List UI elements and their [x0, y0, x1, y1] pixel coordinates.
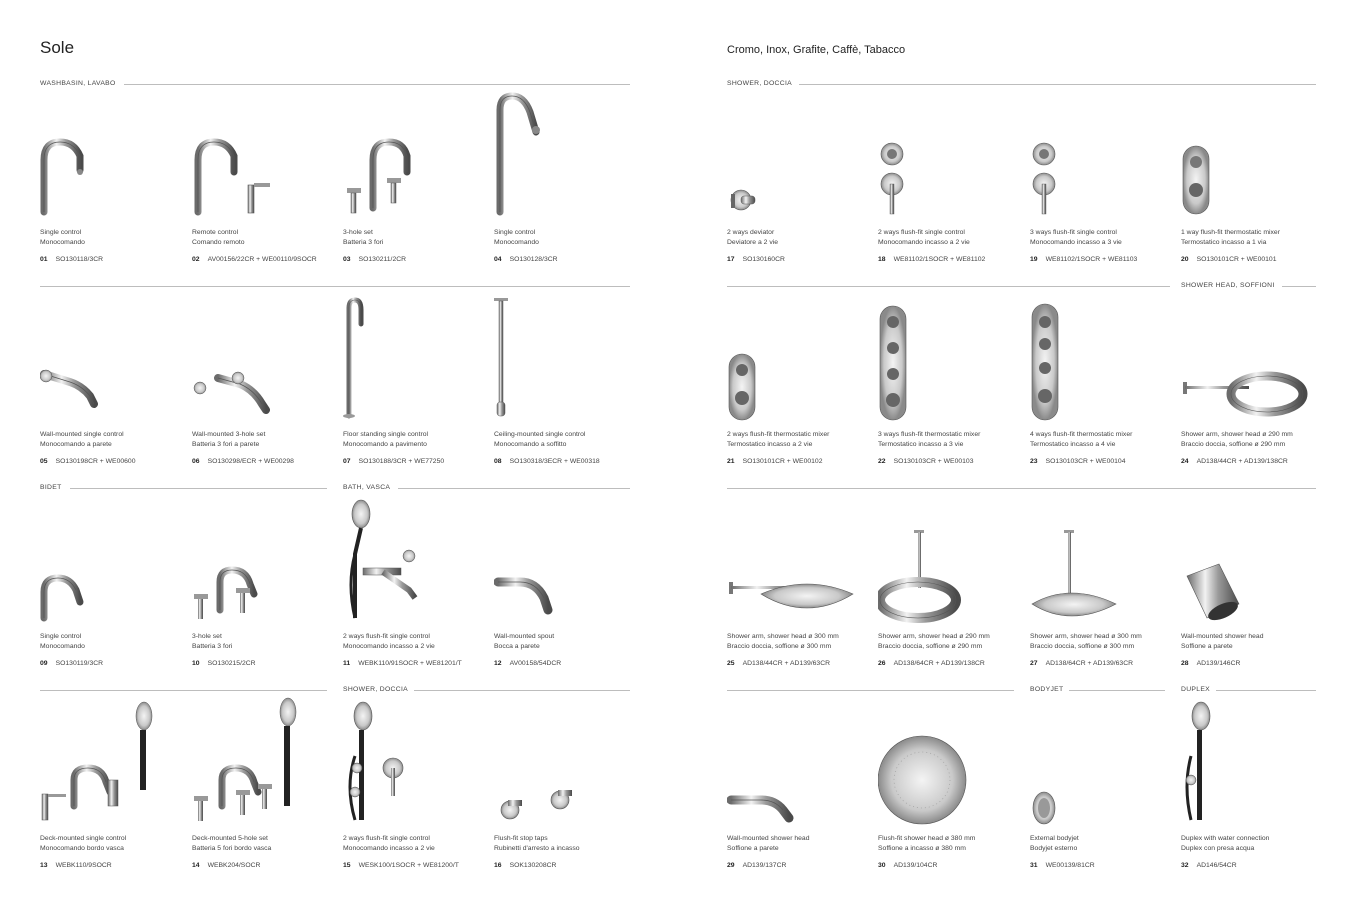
product-name-it: Monocomando — [494, 239, 539, 246]
wall-head-small-icon — [727, 696, 875, 831]
product-code-text: WEBK204/SOCR — [207, 862, 261, 869]
product-code-text: WEBK110/91SOCR + WE81201/T — [358, 660, 462, 667]
product-code — [343, 659, 462, 668]
product-name-en: 3-hole set — [192, 633, 222, 640]
product-code-text: AV00158/54DCR — [509, 660, 562, 667]
product-item — [343, 696, 491, 871]
product-name-it: Monocomando a parete — [40, 441, 112, 448]
product-name-en: Floor standing single control — [343, 431, 429, 438]
product-name-en: Single control — [40, 633, 82, 640]
product-code-text: WE81102/1SOCR + WE81102 — [893, 256, 986, 263]
product-code — [343, 457, 444, 466]
product-number: 32 — [1181, 862, 1189, 869]
product-item — [1030, 90, 1178, 265]
product-code-text: SO130211/2CR — [358, 256, 407, 263]
product-code-text: AD146/54CR — [1196, 862, 1237, 869]
product-number: 05 — [40, 458, 48, 465]
product-number: 31 — [1030, 862, 1038, 869]
product-name-en: Single control — [494, 229, 536, 236]
product-name-it: Monocomando a soffitto — [494, 441, 567, 448]
product-number: 13 — [40, 862, 48, 869]
three-hole-tap-icon — [343, 90, 491, 225]
product-code-text: SO130103CR + WE00103 — [893, 458, 974, 465]
product-code-text: SO130198CR + WE00600 — [55, 458, 136, 465]
product-code — [494, 861, 556, 870]
product-name-it: Termostatico incasso a 4 vie — [1030, 441, 1116, 448]
divider — [40, 690, 327, 691]
product-code-text: SOK130208CR — [509, 862, 557, 869]
section-washbasin: WASHBASIN, LAVABO — [40, 80, 116, 87]
product-number: 15 — [343, 862, 351, 869]
product-item — [1030, 494, 1178, 669]
product-name-en: 3 ways flush-fit thermostatic mixer — [878, 431, 981, 438]
product-name-it: Monocomando — [40, 643, 85, 650]
product-item — [343, 90, 491, 265]
product-item — [494, 494, 642, 669]
product-number: 01 — [40, 256, 48, 263]
product-name-en: Single control — [40, 229, 82, 236]
product-name-it: Rubinetti d'arresto a incasso — [494, 845, 580, 852]
product-number: 21 — [727, 458, 735, 465]
product-item — [494, 696, 642, 871]
product-number: 18 — [878, 256, 886, 263]
product-name-en: Flush-fit shower head ø 380 mm — [878, 835, 976, 842]
product-item — [192, 292, 340, 467]
product-name-it: Termostatico incasso a 2 vie — [727, 441, 813, 448]
product-name-en: Wall-mounted shower head — [727, 835, 810, 842]
product-name-en: Wall-mounted 3-hole set — [192, 431, 266, 438]
product-number: 30 — [878, 862, 886, 869]
product-name-it: Braccio doccia, soffione ø 300 mm — [1030, 643, 1135, 650]
product-name-en: External bodyjet — [1030, 835, 1079, 842]
product-code — [192, 861, 260, 870]
product-name-en: 2 ways flush-fit thermostatic mixer — [727, 431, 830, 438]
section-shower: SHOWER, DOCCIA — [727, 80, 792, 87]
product-code-text: AV00156/22CR + WE00110/9SOCR — [207, 256, 317, 263]
product-number: 10 — [192, 660, 200, 667]
product-number: 25 — [727, 660, 735, 667]
product-number: 19 — [1030, 256, 1038, 263]
product-item — [343, 494, 491, 669]
product-item — [878, 292, 1026, 467]
product-name-en: Deck-mounted single control — [40, 835, 127, 842]
product-code — [40, 861, 112, 870]
product-code — [192, 659, 256, 668]
product-code — [40, 457, 135, 466]
stop-taps-icon — [494, 696, 642, 831]
remote-tap-icon — [192, 90, 340, 225]
product-item — [878, 90, 1026, 265]
flush-shower-head-icon — [878, 696, 1026, 831]
divider — [70, 488, 327, 489]
product-item — [1181, 90, 1329, 265]
product-name-it: Batteria 3 fori — [192, 643, 233, 650]
product-item — [878, 494, 1026, 669]
product-code — [40, 659, 103, 668]
product-name-it: Monocomando — [40, 239, 85, 246]
product-item — [1030, 696, 1178, 871]
product-code-text: SO130188/3CR + WE77250 — [358, 458, 445, 465]
section-bath: BATH, VASCA — [343, 484, 391, 491]
product-name-en: 3-hole set — [343, 229, 373, 236]
product-item — [1181, 494, 1329, 669]
product-item — [40, 90, 188, 265]
product-code-text: SO130103CR + WE00104 — [1045, 458, 1126, 465]
product-code-text: AD138/44CR + AD139/63CR — [742, 660, 831, 667]
product-code-text: SO130119/3CR — [55, 660, 104, 667]
product-item — [494, 90, 642, 265]
product-item — [40, 494, 188, 669]
flush-mixer-3-icon — [1030, 90, 1178, 225]
ring-shower-arm-icon — [1181, 292, 1329, 427]
product-name-it: Braccio doccia, soffione ø 290 mm — [1181, 441, 1286, 448]
product-item — [192, 90, 340, 265]
section-duplex: DUPLEX — [1181, 686, 1210, 693]
product-code-text: SO130215/2CR — [207, 660, 256, 667]
bidet-tap-icon — [40, 494, 188, 629]
product-code-text: AD138/64CR + AD139/138CR — [893, 660, 985, 667]
product-item — [878, 696, 1026, 871]
product-code — [878, 659, 985, 668]
product-item — [40, 696, 188, 871]
product-code-text: SO130118/3CR — [55, 256, 104, 263]
product-name-it: Termostatico incasso a 1 via — [1181, 239, 1267, 246]
divider — [799, 84, 1316, 85]
product-name-en: Wall-mounted shower head — [1181, 633, 1264, 640]
product-code-text: SO130318/3ECR + WE00318 — [509, 458, 600, 465]
product-code — [727, 861, 786, 870]
product-code-text: WESK100/1SOCR + WE81200/T — [358, 862, 459, 869]
wall-tap-icon — [40, 292, 188, 427]
divider — [124, 84, 630, 85]
product-number: 11 — [343, 660, 351, 667]
product-number: 26 — [878, 660, 886, 667]
product-code-text: AD139/146CR — [1196, 660, 1241, 667]
divider — [727, 488, 1316, 489]
product-code — [192, 457, 294, 466]
product-name-it: Soffione a parete — [1181, 643, 1233, 650]
product-number: 04 — [494, 256, 502, 263]
deck-single-icon — [40, 696, 188, 831]
product-name-en: 1 way flush-fit thermostatic mixer — [1181, 229, 1280, 236]
divider — [727, 690, 1014, 691]
product-item — [727, 696, 875, 871]
divider — [1216, 690, 1316, 691]
product-name-it: Duplex con presa acqua — [1181, 845, 1255, 852]
product-number: 02 — [192, 256, 200, 263]
product-name-it: Soffione a parete — [727, 845, 779, 852]
product-name-en: 2 ways flush-fit single control — [343, 835, 430, 842]
product-code — [494, 659, 561, 668]
section-bidet: BIDET — [40, 484, 62, 491]
product-number: 09 — [40, 660, 48, 667]
product-code — [1181, 659, 1240, 668]
divider — [1282, 286, 1316, 287]
product-number: 06 — [192, 458, 200, 465]
product-number: 28 — [1181, 660, 1189, 667]
product-item — [1030, 292, 1178, 467]
product-name-it: Braccio doccia, soffione ø 300 mm — [727, 643, 832, 650]
product-code — [878, 457, 973, 466]
section-bodyjet: BODYJET — [1030, 686, 1064, 693]
product-name-it: Monocomando bordo vasca — [40, 845, 124, 852]
product-code-text: SO130298/ECR + WE00298 — [207, 458, 294, 465]
flush-mixer-2-icon — [878, 90, 1026, 225]
product-item — [1181, 696, 1329, 871]
ceiling-shower-head-icon — [1030, 494, 1178, 629]
product-code — [494, 255, 558, 264]
product-number: 03 — [343, 256, 351, 263]
ceiling-ring-head-icon — [878, 494, 1026, 629]
product-code — [1030, 861, 1095, 870]
bodyjet-icon — [1030, 696, 1178, 831]
product-number: 24 — [1181, 458, 1189, 465]
wall-shower-head-icon — [727, 494, 875, 629]
product-name-en: Flush-fit stop taps — [494, 835, 548, 842]
bath-hand-shower-icon — [343, 494, 491, 629]
product-item — [1181, 292, 1329, 467]
product-code-text: AD138/64CR + AD139/63CR — [1045, 660, 1134, 667]
product-code — [343, 861, 459, 870]
product-number: 12 — [494, 660, 502, 667]
product-name-it: Termostatico incasso a 3 vie — [878, 441, 964, 448]
duplex-icon — [1181, 696, 1329, 831]
basin-tap-icon — [40, 90, 188, 225]
product-item — [727, 494, 875, 669]
product-code-text: SO130101CR + WE00102 — [742, 458, 823, 465]
product-name-it: Soffione a incasso ø 380 mm — [878, 845, 966, 852]
product-code-text: SO130160CR — [742, 256, 785, 263]
product-code — [494, 457, 600, 466]
product-name-it: Bodyjet esterno — [1030, 845, 1078, 852]
bidet-three-hole-icon — [192, 494, 340, 629]
product-code — [727, 659, 830, 668]
product-code — [1030, 457, 1125, 466]
shower-hand-shower-icon — [343, 696, 491, 831]
finishes-subtitle: Cromo, Inox, Grafite, Caffè, Tabacco — [727, 44, 906, 56]
floor-tap-icon — [343, 292, 491, 427]
product-item — [494, 292, 642, 467]
divider — [40, 286, 630, 287]
product-code — [1030, 255, 1137, 264]
divider — [727, 286, 1170, 287]
product-number: 08 — [494, 458, 502, 465]
product-code — [878, 861, 937, 870]
product-code-text: WE00139/81CR — [1045, 862, 1095, 869]
product-code-text: AD138/44CR + AD139/138CR — [1196, 458, 1288, 465]
product-name-en: Shower arm, shower head ø 290 mm — [878, 633, 990, 640]
product-item — [343, 292, 491, 467]
product-name-it: Monocomando incasso a 2 vie — [343, 845, 435, 852]
tall-tap-icon — [494, 90, 642, 225]
product-name-en: Deck-mounted 5-hole set — [192, 835, 268, 842]
product-name-it: Batteria 5 fori bordo vasca — [192, 845, 272, 852]
product-name-it: Deviatore a 2 vie — [727, 239, 779, 246]
product-number: 22 — [878, 458, 886, 465]
product-name-en: Shower arm, shower head ø 300 mm — [727, 633, 839, 640]
cylinder-head-icon — [1181, 494, 1329, 629]
product-name-en: Ceiling-mounted single control — [494, 431, 586, 438]
product-code — [878, 255, 985, 264]
deck-five-hole-icon — [192, 696, 340, 831]
product-number: 23 — [1030, 458, 1038, 465]
product-number: 17 — [727, 256, 735, 263]
thermostatic-2-icon — [727, 292, 875, 427]
section-shower-head: SHOWER HEAD, SOFFIONI — [1181, 282, 1275, 289]
product-name-it: Monocomando a pavimento — [343, 441, 427, 448]
product-item — [727, 90, 875, 265]
thermostatic-3-icon — [878, 292, 1026, 427]
product-name-it: Monocomando incasso a 2 vie — [878, 239, 970, 246]
product-name-en: Shower arm, shower head ø 290 mm — [1181, 431, 1293, 438]
product-code-text: AD139/104CR — [893, 862, 938, 869]
product-name-en: Remote control — [192, 229, 239, 236]
product-number: 07 — [343, 458, 351, 465]
product-code — [192, 255, 317, 264]
product-name-it: Monocomando incasso a 2 vie — [343, 643, 435, 650]
product-name-it: Batteria 3 fori a parete — [192, 441, 260, 448]
product-number: 16 — [494, 862, 502, 869]
thermostatic-4-icon — [1030, 292, 1178, 427]
product-name-en: 4 ways flush-fit thermostatic mixer — [1030, 431, 1133, 438]
section-shower-2: SHOWER, DOCCIA — [343, 686, 408, 693]
divider — [414, 690, 630, 691]
product-number: 20 — [1181, 256, 1189, 263]
product-item — [192, 696, 340, 871]
product-name-en: Wall-mounted spout — [494, 633, 555, 640]
product-code-text: SO130101CR + WE00101 — [1196, 256, 1277, 263]
product-item — [727, 292, 875, 467]
product-code — [1181, 457, 1288, 466]
thermostatic-1-icon — [1181, 90, 1329, 225]
product-code — [40, 255, 103, 264]
product-code-text: WEBK110/9SOCR — [55, 862, 112, 869]
product-number: 29 — [727, 862, 735, 869]
product-code — [343, 255, 406, 264]
product-name-en: Shower arm, shower head ø 300 mm — [1030, 633, 1142, 640]
product-number: 14 — [192, 862, 200, 869]
product-name-en: 2 ways deviator — [727, 229, 775, 236]
product-name-en: 2 ways flush-fit single control — [343, 633, 430, 640]
product-name-it: Monocomando incasso a 3 vie — [1030, 239, 1122, 246]
product-code-text: WE81102/1SOCR + WE81103 — [1045, 256, 1138, 263]
product-name-it: Bocca a parete — [494, 643, 540, 650]
product-name-it: Braccio doccia, soffione ø 290 mm — [878, 643, 983, 650]
ceiling-tap-icon — [494, 292, 642, 427]
divider — [398, 488, 630, 489]
product-name-it: Batteria 3 fori — [343, 239, 384, 246]
product-code-text: SO130128/3CR — [509, 256, 558, 263]
product-code — [727, 255, 785, 264]
product-name-en: Duplex with water connection — [1181, 835, 1270, 842]
product-name-en: Wall-mounted single control — [40, 431, 124, 438]
spout-icon — [494, 494, 642, 629]
product-item — [40, 292, 188, 467]
product-number: 27 — [1030, 660, 1038, 667]
wall-three-hole-icon — [192, 292, 340, 427]
product-code — [1181, 861, 1237, 870]
product-code — [1030, 659, 1133, 668]
divider — [1069, 690, 1165, 691]
product-code — [727, 457, 822, 466]
product-name-en: 3 ways flush-fit single control — [1030, 229, 1117, 236]
deviator-icon — [727, 90, 875, 225]
product-code — [1181, 255, 1276, 264]
product-name-it: Comando remoto — [192, 239, 245, 246]
product-code-text: AD139/137CR — [742, 862, 787, 869]
product-name-en: 2 ways flush-fit single control — [878, 229, 965, 236]
page-title: Sole — [40, 38, 75, 57]
product-item — [192, 494, 340, 669]
